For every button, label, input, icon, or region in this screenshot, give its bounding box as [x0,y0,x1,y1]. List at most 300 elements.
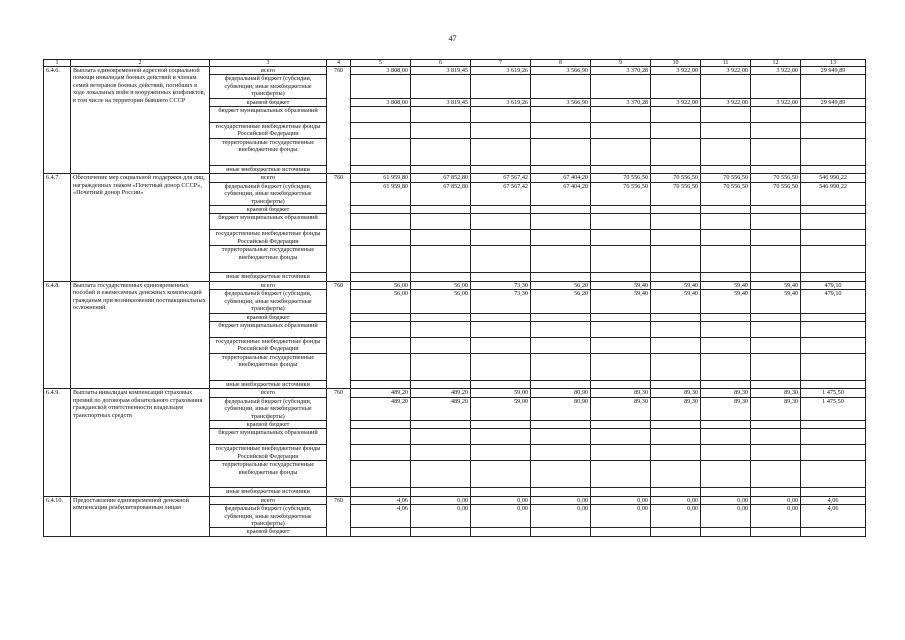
year-value: 0,00 [531,496,591,504]
year-value [411,214,471,230]
year-value [531,75,591,98]
year-value [701,214,751,230]
total-value: 29 949,89 [801,98,866,106]
year-value [531,353,591,380]
year-value: 59,40 [591,290,651,313]
year-value [411,321,471,337]
year-value [751,429,801,445]
year-value [351,214,411,230]
year-value [531,461,591,488]
item-code: 6.4.7. [44,174,71,281]
year-value: 70 556,50 [651,174,701,182]
year-value [351,461,411,488]
year-value [351,166,411,174]
year-value [591,75,651,98]
year-value [471,321,531,337]
year-value [591,488,651,496]
year-value [471,75,531,98]
grbs-code: 760 [327,496,351,536]
funding-source: всего [210,496,327,504]
funding-source: краевой бюджет [210,420,327,428]
funding-source: федеральный бюджет (субсидии, субвенции, иные межбюджетные трансферты) [210,75,327,98]
funding-source: краевой бюджет [210,98,327,106]
total-value [801,273,866,281]
year-value [701,429,751,445]
total-value [801,528,866,536]
year-value [651,420,701,428]
total-value [801,214,866,230]
year-value: 0,00 [701,496,751,504]
year-value [651,107,701,123]
year-value [591,528,651,536]
total-value [801,353,866,380]
column-number: 12 [751,60,801,67]
year-value [531,445,591,461]
year-value [651,313,701,321]
year-value [471,246,531,273]
year-value [701,353,751,380]
year-value [351,273,411,281]
year-value: 59,00 [471,397,531,420]
total-value [801,166,866,174]
year-value: 3 619,26 [471,67,531,75]
total-value [801,206,866,214]
year-value [471,139,531,166]
year-value [701,321,751,337]
year-value: 61 959,80 [351,174,411,182]
year-value [591,230,651,246]
column-number: 5 [351,60,411,67]
year-value: 59,40 [751,281,801,289]
year-value [591,313,651,321]
total-value [801,461,866,488]
column-number: 11 [701,60,751,67]
year-value: 3 370,28 [591,98,651,106]
year-value [351,380,411,388]
year-value [701,313,751,321]
year-value: 89,30 [751,389,801,397]
year-value [471,420,531,428]
funding-source: краевой бюджет [210,528,327,536]
year-value [591,420,651,428]
year-value [591,461,651,488]
year-value [701,420,751,428]
year-value [471,461,531,488]
year-value: 89,30 [701,389,751,397]
year-value: 73,30 [471,290,531,313]
year-value: 56,00 [411,281,471,289]
year-value [701,380,751,388]
total-value: 479,10 [801,281,866,289]
year-value: 3 922,00 [701,98,751,106]
year-value [751,214,801,230]
funding-source: иные внебюджетные источники [210,488,327,496]
year-value: 489,20 [351,397,411,420]
year-value: 73,30 [471,281,531,289]
total-value [801,380,866,388]
year-value [591,380,651,388]
funding-source: иные внебюджетные источники [210,273,327,281]
year-value [351,313,411,321]
year-value [651,273,701,281]
year-value: 3 922,00 [651,98,701,106]
year-value [651,528,701,536]
year-value: 59,40 [651,290,701,313]
year-value: 89,30 [751,397,801,420]
year-value [751,420,801,428]
year-value [591,139,651,166]
year-value [701,230,751,246]
year-value [411,380,471,388]
year-value: 3 819,45 [411,98,471,106]
year-value [531,139,591,166]
year-value [351,139,411,166]
total-value: 4,06 [801,505,866,528]
funding-source: государственные внебюджетные фонды Российской Федерации [210,445,327,461]
year-value [531,230,591,246]
year-value [701,246,751,273]
funding-source: иные внебюджетные источники [210,380,327,388]
funding-source: всего [210,389,327,397]
year-value [751,380,801,388]
year-value [751,337,801,353]
item-code: 6.4.8. [44,281,71,388]
year-value: 80,90 [531,389,591,397]
year-value: 489,20 [351,389,411,397]
year-value [591,445,651,461]
year-value: 59,00 [471,389,531,397]
year-value: 59,40 [651,281,701,289]
year-value [751,353,801,380]
year-value [751,107,801,123]
year-value [351,337,411,353]
year-value [411,429,471,445]
column-number: 7 [471,60,531,67]
year-value [471,273,531,281]
year-value: 70 556,50 [591,174,651,182]
year-value [751,246,801,273]
year-value: 70 556,50 [701,182,751,205]
year-value [751,461,801,488]
year-value: 70 556,50 [701,174,751,182]
year-value [591,273,651,281]
year-value: 67 567,42 [471,182,531,205]
year-value: 56,00 [411,290,471,313]
year-value [651,166,701,174]
year-value: 59,40 [701,290,751,313]
year-value: 0,00 [471,496,531,504]
year-value: 489,20 [411,389,471,397]
funding-source: государственные внебюджетные фонды Российской Федерации [210,123,327,139]
year-value [351,321,411,337]
total-value [801,420,866,428]
year-value [651,246,701,273]
year-value [531,337,591,353]
total-value [801,246,866,273]
budget-table [43,59,866,537]
year-value [471,353,531,380]
column-number: 3 [210,60,327,67]
year-value: 67 404,20 [531,174,591,182]
year-value: 61 959,80 [351,182,411,205]
year-value: 4,06 [351,496,411,504]
year-value [411,461,471,488]
column-number: 4 [327,60,351,67]
year-value [651,321,701,337]
year-value [531,321,591,337]
year-value: 0,00 [751,505,801,528]
grbs-code: 760 [327,281,351,388]
total-value: 546 990,22 [801,174,866,182]
year-value: 0,00 [531,505,591,528]
year-value [651,380,701,388]
column-number-row [44,60,866,67]
year-value [411,123,471,139]
year-value [701,123,751,139]
grbs-code: 760 [327,389,351,496]
year-value [411,75,471,98]
year-value [701,75,751,98]
year-value [531,488,591,496]
year-value [701,445,751,461]
year-value: 3 566,90 [531,98,591,106]
year-value: 56,00 [351,281,411,289]
year-value [751,488,801,496]
total-value [801,139,866,166]
year-value [411,528,471,536]
year-value: 0,00 [651,505,701,528]
year-value [701,139,751,166]
year-value: 0,00 [411,505,471,528]
year-value [591,107,651,123]
year-value: 89,30 [591,389,651,397]
year-value [531,214,591,230]
page-number: 47 [448,34,457,43]
item-code: 6.4.9. [44,389,71,496]
year-value [651,445,701,461]
year-value [701,273,751,281]
column-number: 9 [591,60,651,67]
year-value [411,246,471,273]
year-value [591,123,651,139]
funding-source: бюджет муниципальных образований [210,429,327,445]
year-value [411,313,471,321]
total-value: 4,06 [801,496,866,504]
year-value [591,214,651,230]
year-value [751,139,801,166]
year-value: 0,00 [591,505,651,528]
year-value [411,107,471,123]
table-row [44,281,866,289]
year-value [751,445,801,461]
total-value [801,445,866,461]
year-value [531,107,591,123]
year-value [471,230,531,246]
year-value [351,107,411,123]
year-value [651,488,701,496]
funding-source: бюджет муниципальных образований [210,321,327,337]
year-value [531,528,591,536]
year-value [411,166,471,174]
funding-source: иные внебюджетные источники [210,166,327,174]
year-value [651,123,701,139]
year-value [531,380,591,388]
year-value [471,123,531,139]
table-row [44,174,866,182]
funding-source: государственные внебюджетные фонды Российской Федерации [210,337,327,353]
year-value [411,353,471,380]
year-value [651,206,701,214]
year-value: 56,00 [351,290,411,313]
year-value [751,321,801,337]
year-value [471,166,531,174]
year-value: 3 808,00 [351,98,411,106]
year-value [751,123,801,139]
year-value [651,429,701,445]
year-value [351,230,411,246]
year-value: 3 922,00 [701,67,751,75]
total-value [801,429,866,445]
year-value: 67 404,20 [531,182,591,205]
year-value: 0,00 [471,505,531,528]
year-value [531,420,591,428]
column-number: 10 [651,60,701,67]
table-row [44,67,866,75]
item-name: Обеспечение мер социальной поддержки для лиц, награжденных знаком «Почетный донор СССР», «Почетный донор России» [71,174,210,281]
year-value [471,380,531,388]
year-value: 3 370,28 [591,67,651,75]
year-value [701,528,751,536]
total-value: 29 949,89 [801,67,866,75]
year-value: 67 852,80 [411,174,471,182]
funding-source: территориальные государственные внебюджетные фонды [210,461,327,488]
year-value [591,246,651,273]
column-number: 2 [71,60,210,67]
year-value: 3 808,00 [351,67,411,75]
column-number: 6 [411,60,471,67]
year-value [751,313,801,321]
total-value: 1 475,50 [801,389,866,397]
year-value: 0,00 [751,496,801,504]
funding-source: всего [210,281,327,289]
year-value [651,75,701,98]
funding-source: краевой бюджет [210,206,327,214]
total-value [801,313,866,321]
funding-source: федеральный бюджет (субсидии, субвенции, иные межбюджетные трансферты) [210,397,327,420]
year-value [531,429,591,445]
year-value: 70 556,50 [591,182,651,205]
year-value: 0,00 [411,496,471,504]
column-number: 1 [44,60,71,67]
funding-source: территориальные государственные внебюджетные фонды [210,353,327,380]
year-value [591,429,651,445]
year-value: 59,40 [591,281,651,289]
year-value [531,166,591,174]
year-value [471,488,531,496]
year-value [411,337,471,353]
funding-source: всего [210,174,327,182]
year-value: 67 567,42 [471,174,531,182]
year-value: 59,40 [751,290,801,313]
year-value [411,139,471,166]
total-value [801,488,866,496]
table-row [44,496,866,504]
year-value [411,206,471,214]
year-value [411,230,471,246]
year-value [751,230,801,246]
year-value [531,206,591,214]
year-value [471,445,531,461]
year-value [351,445,411,461]
year-value: 3 922,00 [751,67,801,75]
year-value: 89,30 [651,397,701,420]
year-value: 70 556,50 [751,182,801,205]
year-value [471,313,531,321]
year-value: 3 566,90 [531,67,591,75]
grbs-code: 760 [327,174,351,281]
year-value: 3 819,45 [411,67,471,75]
year-value [701,107,751,123]
year-value: 89,30 [701,397,751,420]
year-value [351,206,411,214]
year-value [651,337,701,353]
table-row [44,389,866,397]
year-value [351,353,411,380]
item-name: Выплата единовременной адресной социальной помощи инвалидам боевых действий и членам семей ветеранов боевых действий, погибших в ходе локальных войн и вооруженных конфликтов, в том числе на территории бывшего СССР [71,67,210,174]
item-code: 6.4.6. [44,67,71,174]
year-value [531,313,591,321]
funding-source: территориальные государственные внебюджетные фонды [210,246,327,273]
year-value: 0,00 [591,496,651,504]
year-value [591,166,651,174]
year-value [701,488,751,496]
funding-source: всего [210,67,327,75]
year-value [471,337,531,353]
year-value [751,206,801,214]
year-value [531,273,591,281]
year-value [471,214,531,230]
year-value [351,420,411,428]
year-value: 3 922,00 [651,67,701,75]
year-value [651,353,701,380]
year-value: 59,40 [701,281,751,289]
year-value: 56,20 [531,290,591,313]
year-value [351,246,411,273]
year-value [351,488,411,496]
column-number: 8 [531,60,591,67]
total-value [801,337,866,353]
year-value: 4,06 [351,505,411,528]
year-value [531,123,591,139]
year-value [701,206,751,214]
funding-source: бюджет муниципальных образований [210,214,327,230]
year-value [351,123,411,139]
funding-source: территориальные государственные внебюджетные фонды [210,139,327,166]
year-value [751,528,801,536]
year-value: 3 619,26 [471,98,531,106]
total-value [801,75,866,98]
year-value [651,461,701,488]
year-value [411,273,471,281]
year-value [651,230,701,246]
year-value: 70 556,50 [651,182,701,205]
year-value: 80,90 [531,397,591,420]
funding-source: федеральный бюджет (субсидии, субвенции, иные межбюджетные трансферты) [210,182,327,205]
year-value [471,107,531,123]
year-value: 3 922,00 [751,98,801,106]
year-value [351,75,411,98]
total-value: 479,10 [801,290,866,313]
